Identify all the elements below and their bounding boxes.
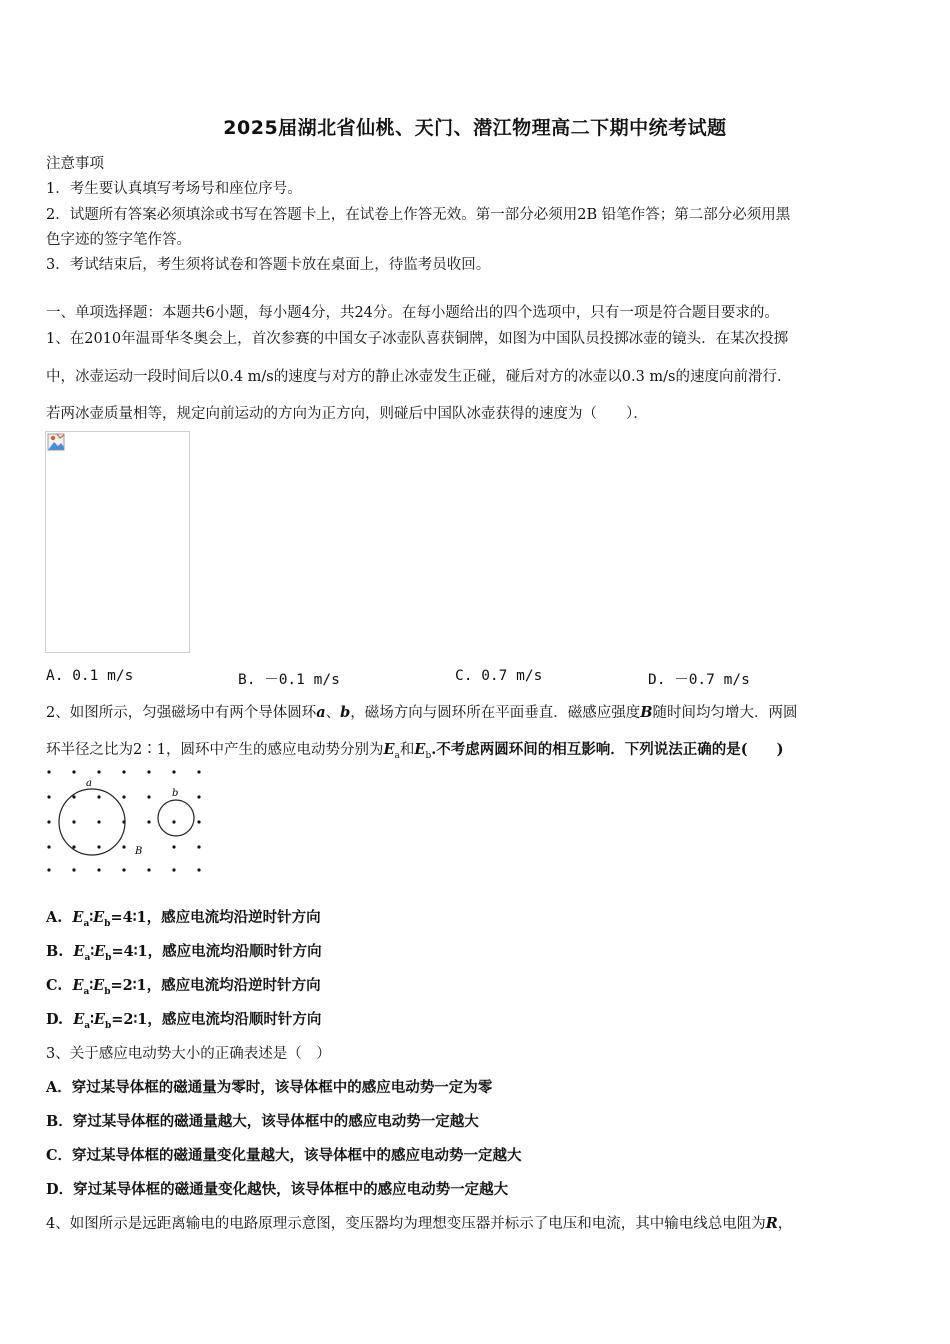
- colon: ∶: [90, 943, 95, 960]
- notice-item: 色字迹的签字笔作答。: [46, 232, 191, 248]
- notice-item: 2．试题所有答案必须填涂或书写在答题卡上，在试卷上作答无效。第一部分必须用2B 铅笔作答；第二部分必须用黑: [46, 207, 791, 223]
- option-letter: A.: [46, 909, 63, 926]
- q4-var-R: R: [765, 1215, 778, 1232]
- q1-option-b: B. －0.1 m/s: [238, 672, 340, 688]
- question-3-stem: 3、关于感应电动势大小的正确表述是（ ）: [46, 1046, 331, 1062]
- q2-text: ，磁场方向与圆环所在平面垂直．磁感应强度: [350, 705, 641, 721]
- var-E: E: [73, 943, 85, 960]
- question-2-line-2: [46, 738, 906, 761]
- option-letter: D.: [46, 1011, 64, 1028]
- var-E: E: [73, 1011, 85, 1028]
- sub-a: a: [84, 1020, 91, 1031]
- q2-text: 和: [399, 742, 415, 758]
- sub-a: a: [83, 918, 90, 929]
- colon: ∶: [89, 977, 94, 994]
- ring-a: [59, 789, 125, 855]
- q2-option-d: [46, 1008, 906, 1031]
- question-2-line-1: [46, 701, 906, 722]
- var-E: E: [93, 1011, 105, 1028]
- sub-b: b: [104, 986, 111, 997]
- q2-option-a: [46, 906, 906, 929]
- q2-var-E: E: [383, 741, 395, 758]
- question-4-stem: [46, 1212, 906, 1233]
- var-E: E: [72, 909, 84, 926]
- question-1-line: 1、在2010年温哥华冬奥会上，首次参赛的中国女子冰壶队喜获铜牌，如图为中国队员投掷冰壶的镜头．在某次投掷: [46, 331, 789, 347]
- page-title: 2025届湖北省仙桃、天门、潜江物理高二下期中统考试题: [223, 117, 727, 139]
- q4-text: ，: [777, 1216, 793, 1232]
- label-B: B: [135, 846, 143, 857]
- q2-text: 随时间均匀增大．两圆: [652, 705, 798, 721]
- q2-sub-a: a: [394, 750, 400, 761]
- notice-item: 1．考生要认真填写考场号和座位序号。: [46, 181, 302, 197]
- var-E: E: [94, 943, 106, 960]
- sub-b: b: [104, 1020, 112, 1031]
- q2-text: 2、如图所示，匀强磁场中有两个导体圆环: [46, 705, 317, 721]
- sub-a: a: [84, 952, 91, 963]
- q2-sub-b: b: [425, 750, 432, 761]
- option-letter: C.: [46, 977, 63, 994]
- ring-b: [158, 800, 194, 836]
- q1-option-d: D. －0.7 m/s: [648, 672, 750, 688]
- option-text: =2∶1，感应电流均沿顺时针方向: [111, 1011, 322, 1028]
- q2-text: 环半径之比为2∶1，圆环中产生的感应电动势分别为: [46, 742, 384, 758]
- q3-option-a: A．穿过某导体框的磁通量为零时，该导体框中的感应电动势一定为零: [46, 1079, 493, 1096]
- q2-option-b: [46, 940, 906, 963]
- var-E: E: [93, 977, 105, 994]
- sub-a: a: [83, 986, 90, 997]
- var-E: E: [72, 977, 84, 994]
- magnetic-field-rings-figure: [40, 760, 210, 880]
- q2-text: 、: [325, 705, 341, 721]
- q3-option-b: B．穿过某导体框的磁通量越大，该导体框中的感应电动势一定越大: [46, 1113, 479, 1130]
- colon: ∶: [90, 1011, 94, 1028]
- sub-b: b: [104, 918, 111, 929]
- notice-item: 3．考试结束后，考生须将试卷和答题卡放在桌面上，待监考员收回。: [46, 257, 491, 273]
- q2-var-B: B: [640, 704, 653, 721]
- field-dots: [47, 770, 200, 871]
- label-b: b: [172, 788, 179, 799]
- q2-option-c: [46, 974, 906, 997]
- q4-text: 4、如图所示是远距离输电的电路原理示意图，变压器均为理想变压器并标示了电压和电流，其中输电线总电阻为: [46, 1216, 766, 1232]
- q2-var-b: b: [340, 704, 351, 721]
- option-text: =2∶1，感应电流均沿逆时针方向: [110, 977, 321, 994]
- var-E: E: [93, 909, 105, 926]
- q2-var-E: E: [414, 741, 426, 758]
- option-letter: B.: [46, 943, 64, 960]
- q3-option-c: C．穿过某导体框的磁通量变化量越大，该导体框中的感应电动势一定越大: [46, 1147, 522, 1164]
- colon: ∶: [89, 909, 94, 926]
- label-a: a: [86, 778, 92, 789]
- q1-option-c: C. 0.7 m/s: [455, 668, 543, 684]
- option-text: =4∶1，感应电流均沿逆时针方向: [110, 909, 321, 926]
- option-text: =4∶1，感应电流均沿顺时针方向: [111, 943, 322, 960]
- q3-option-d: D．穿过某导体框的磁通量变化越快，该导体框中的感应电动势一定越大: [46, 1181, 509, 1198]
- question-1-line: 中，冰壶运动一段时间后以0.4 m/s的速度与对方的静止冰壶发生正碰，碰后对方的冰壶以0.3 m/s的速度向前滑行．: [46, 369, 792, 385]
- sub-b: b: [105, 952, 112, 963]
- q2-var-a: a: [316, 704, 326, 721]
- notice-heading: 注意事项: [46, 156, 104, 172]
- q2-text: .不考虑两圆环间的相互影响．下列说法正确的是( ): [431, 741, 784, 758]
- broken-image-icon: [47, 433, 65, 451]
- q1-option-a: A. 0.1 m/s: [46, 668, 134, 684]
- curling-image-placeholder: [45, 431, 190, 653]
- question-1-line: 若两冰壶质量相等，规定向前运动的方向为正方向，则碰后中国队冰壶获得的速度为（ ）．: [46, 406, 648, 422]
- section-heading: 一、单项选择题：本题共6小题，每小题4分，共24分。在每小题给出的四个选项中，只有一项是符合题目要求的。: [46, 305, 779, 321]
